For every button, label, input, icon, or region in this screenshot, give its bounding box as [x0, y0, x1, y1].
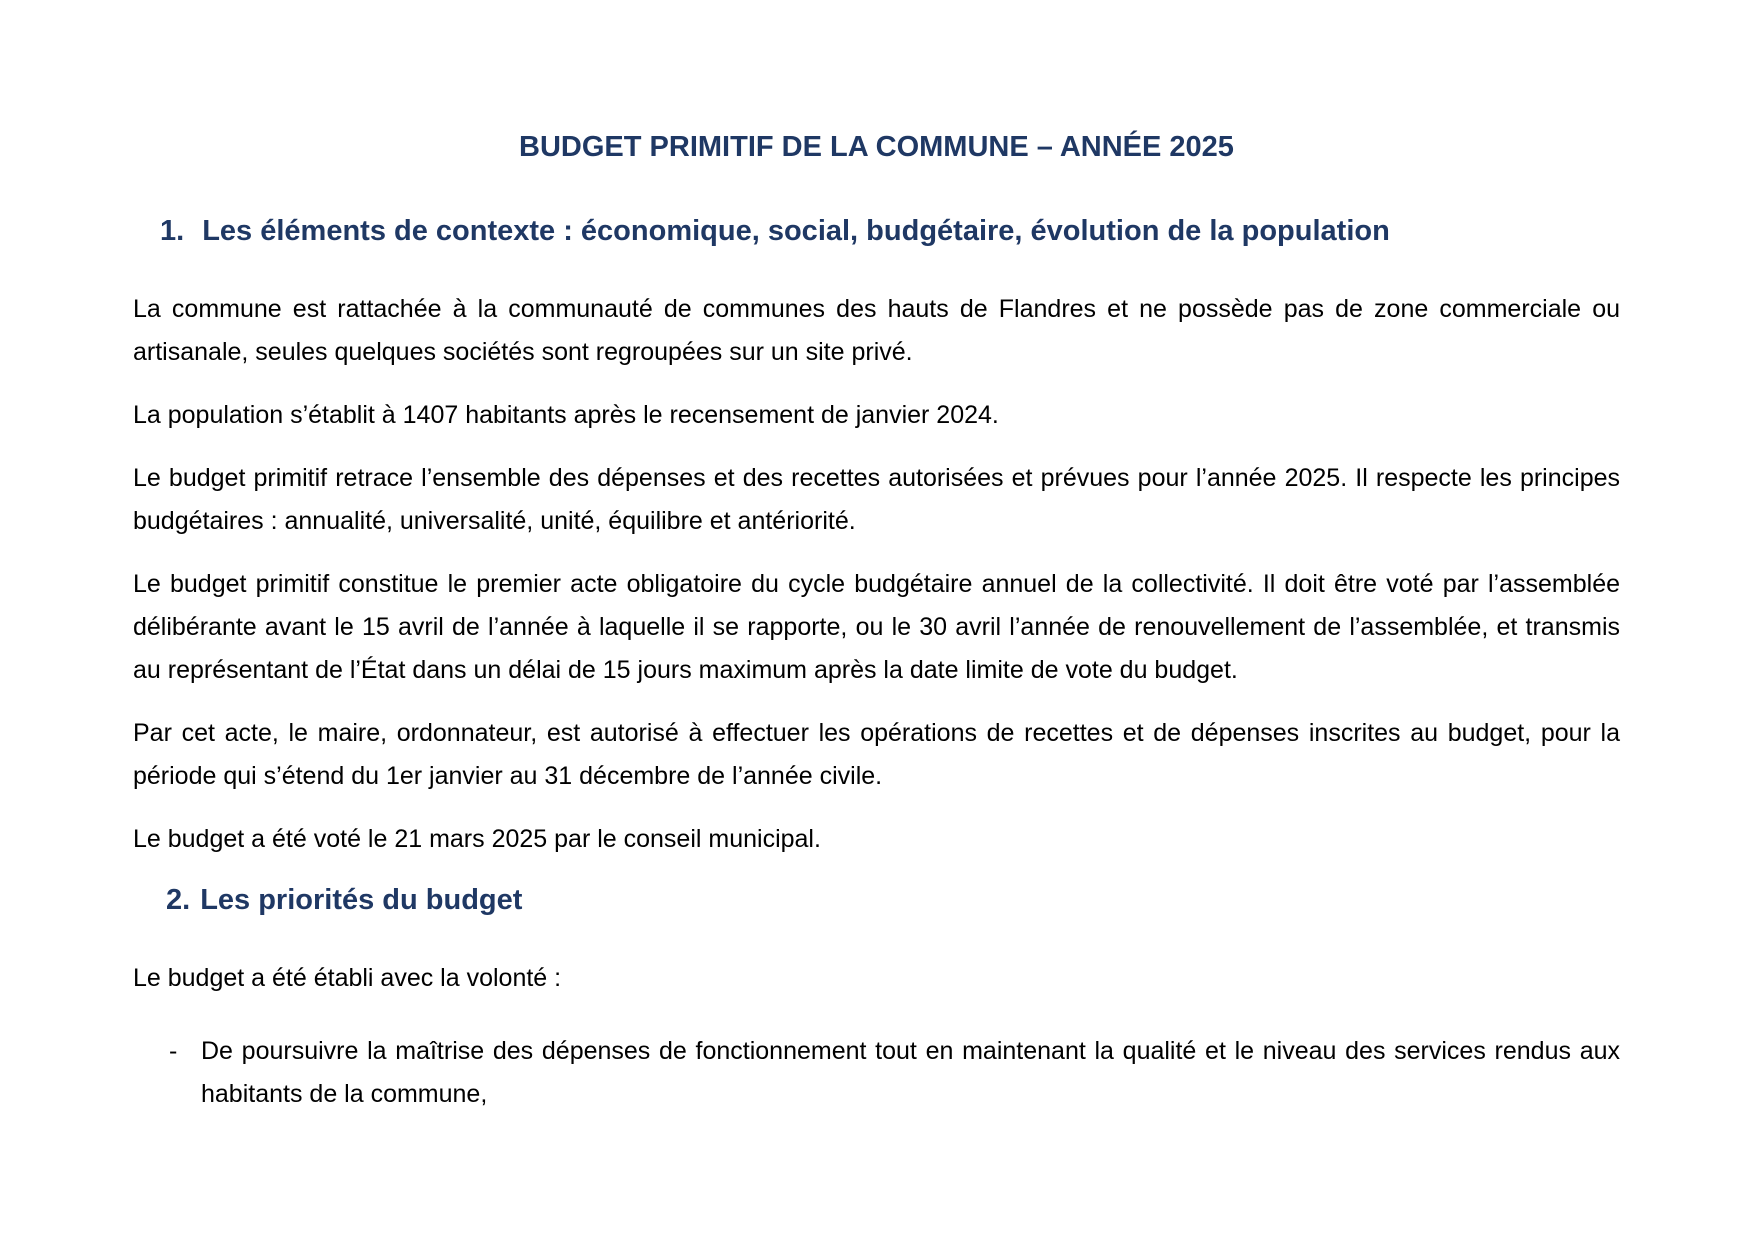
paragraph-volonte-intro: Le budget a été établi avec la volonté : [133, 964, 562, 992]
section-2-heading [133, 883, 1620, 917]
paragraph-budget-vote-delais: Le budget primitif constitue le premier acte obligatoire du cycle budgétaire annuel de la collectivité. Il doit être voté par l’assemblée délibérante avant le 15 avril de l’année à laquelle il se rapporte, ou le 30 avril l’année de renouvellement de l’assemblée, et transmis au représentant de l’État dans un délai de 15 jours maximum après la date limite de vote du budget. [133, 570, 1620, 684]
list-item-text: De poursuivre la maîtrise des dépenses de fonctionnement tout en maintenant la qualité et le niveau des services rendus aux habitants de la commune, [201, 1037, 1620, 1108]
document-title: BUDGET PRIMITIF DE LA COMMUNE – ANNÉE 2025 [519, 131, 1234, 163]
paragraph-commune-rattachement: La commune est rattachée à la communauté de communes des hauts de Flandres et ne possède pas de zone commerciale ou artisanale, seules quelques sociétés sont regroupées sur un site privé. [133, 295, 1620, 366]
paragraph-population: La population s’établit à 1407 habitants après le recensement de janvier 2024. [133, 401, 999, 429]
section-1-heading-text: Les éléments de contexte : économique, social, budgétaire, évolution de la population [202, 215, 1390, 247]
paragraph-budget-principes: Le budget primitif retrace l’ensemble des dépenses et des recettes autorisées et prévues pour l’année 2025. Il respecte les principes budgétaires : annualité, universalité, unité, équilibre et antériorité. [133, 464, 1620, 535]
paragraph-date-vote: Le budget a été voté le 21 mars 2025 par le conseil municipal. [133, 825, 821, 853]
section-2-heading-text: Les priorités du budget [200, 884, 523, 916]
list-item-maitrise-depenses [133, 1030, 1620, 1116]
section-1-heading [133, 214, 1620, 248]
section-2-number: 2. [166, 884, 191, 916]
section-1-number: 1. [160, 215, 185, 247]
bullet-dash-marker: - [169, 1037, 178, 1065]
paragraph-maire-ordonnateur: Par cet acte, le maire, ordonnateur, est autorisé à effectuer les opérations de recettes et de dépenses inscrites au budget, pour la période qui s’étend du 1er janvier au 31 décembre de l’année civile. [133, 719, 1620, 790]
document-content [133, 0, 1620, 1116]
